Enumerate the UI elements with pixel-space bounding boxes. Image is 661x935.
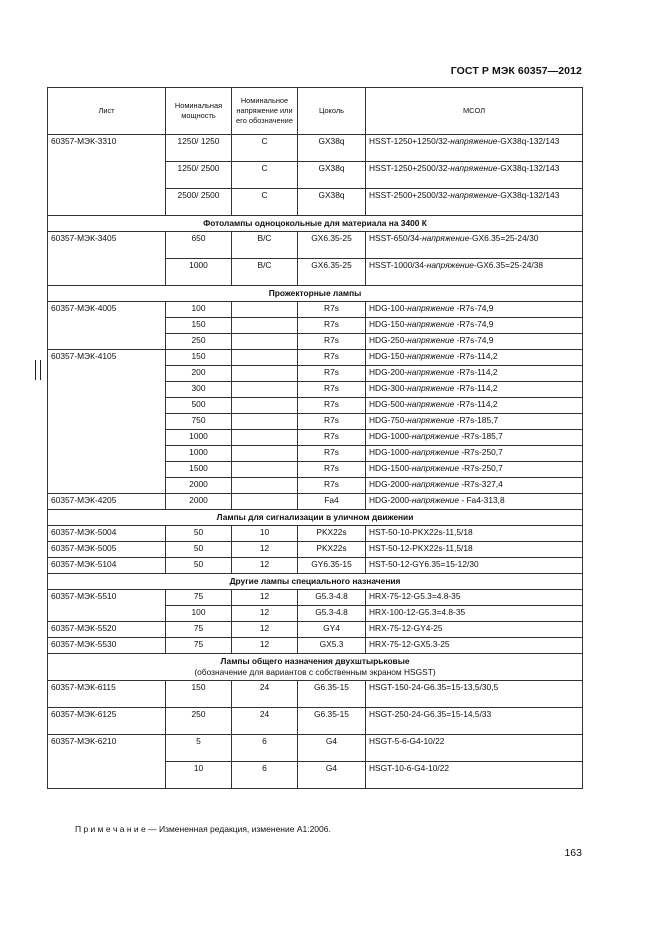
power-cell: 5	[166, 735, 232, 762]
mcol-cell	[366, 302, 583, 318]
mcol-cell	[366, 558, 583, 574]
mcol-cell	[366, 735, 583, 762]
voltage-cell	[232, 446, 298, 462]
base-cell: R7s	[298, 366, 366, 382]
mcol-designation: HDG-200-напряжение -R7s-114,2	[369, 367, 498, 377]
base-cell: R7s	[298, 318, 366, 334]
voltage-cell	[232, 398, 298, 414]
mcol-cell	[366, 681, 583, 708]
sheet-cell: 60357-МЭК-5520	[48, 622, 166, 638]
power-cell: 50	[166, 542, 232, 558]
table-row	[48, 708, 583, 735]
voltage-cell: C	[232, 162, 298, 189]
sheet-cell: 60357-МЭК-3310	[48, 135, 166, 216]
mcol-designation: HDG-2000-напряжение -R7s-327,4	[369, 479, 503, 489]
footnote: П р и м е ч а н и е — Измененная редакция, изменение A1:2006.	[75, 824, 331, 834]
voltage-cell: 12	[232, 590, 298, 606]
base-cell: R7s	[298, 382, 366, 398]
power-cell: 75	[166, 622, 232, 638]
mcol-designation: HDG-150-напряжение -R7s-114,2	[369, 351, 498, 361]
col-header-base: Цоколь	[298, 88, 366, 135]
mcol-designation: HST-50-10-PKX22s-11,5/18	[369, 527, 473, 537]
power-cell: 1000	[166, 446, 232, 462]
voltage-cell: 6	[232, 735, 298, 762]
voltage-cell	[232, 302, 298, 318]
power-cell: 1250/ 2500	[166, 162, 232, 189]
mcol-designation: HDG-1000-напряжение -R7s-250,7	[369, 447, 503, 457]
section-title-text: Прожекторные лампы	[268, 288, 362, 298]
base-cell: PKX22s	[298, 526, 366, 542]
sheet-cell: 60357-МЭК-4205	[48, 494, 166, 510]
mcol-cell	[366, 350, 583, 366]
voltage-cell	[232, 366, 298, 382]
revision-marker	[35, 360, 41, 380]
col-header-mcol: MCOЛ	[366, 88, 583, 135]
section-title-text: Лампы общего назначения двухштырьковые	[220, 656, 410, 666]
power-cell: 10	[166, 762, 232, 789]
power-cell: 150	[166, 681, 232, 708]
voltage-cell	[232, 318, 298, 334]
power-cell: 300	[166, 382, 232, 398]
voltage-cell: B/C	[232, 232, 298, 259]
mcol-cell	[366, 708, 583, 735]
mcol-designation: HSST-1250+2500/32-напряжение-GX38q-132/143	[369, 163, 560, 173]
section-title	[48, 216, 583, 232]
voltage-cell: 12	[232, 638, 298, 654]
table-row	[48, 526, 583, 542]
table-row	[48, 135, 583, 162]
mcol-designation: HDG-250-напряжение -R7s-74,9	[369, 335, 494, 345]
base-cell: GY6.35-15	[298, 558, 366, 574]
base-cell: R7s	[298, 350, 366, 366]
mcol-designation: HRX-75-12-G5.3=4.8-35	[369, 591, 461, 601]
base-cell: GX6.35-25	[298, 232, 366, 259]
power-cell: 150	[166, 350, 232, 366]
base-cell: R7s	[298, 334, 366, 350]
voltage-cell: 12	[232, 606, 298, 622]
mcol-designation: HDG-300-напряжение -R7s-114,2	[369, 383, 498, 393]
section-header-row	[48, 510, 583, 526]
mcol-cell	[366, 494, 583, 510]
mcol-designation: HST-50-12-PKX22s-11,5/18	[369, 543, 473, 553]
mcol-cell	[366, 622, 583, 638]
base-cell: PKX22s	[298, 542, 366, 558]
voltage-cell: 10	[232, 526, 298, 542]
table-row	[48, 350, 583, 366]
power-cell: 1000	[166, 430, 232, 446]
power-cell: 2500/ 2500	[166, 189, 232, 216]
power-cell: 750	[166, 414, 232, 430]
power-cell: 2000	[166, 494, 232, 510]
table-row	[48, 302, 583, 318]
power-cell: 250	[166, 334, 232, 350]
mcol-designation: HSST-1000/34-напряжение-GX6.35=25-24/38	[369, 260, 544, 270]
col-header-voltage: Номинальное напряжение или его обозначение	[232, 88, 298, 135]
mcol-designation: HDG-1000-напряжение -R7s-185,7	[369, 431, 503, 441]
mcol-cell	[366, 446, 583, 462]
section-header-row	[48, 654, 583, 681]
section-header-row	[48, 286, 583, 302]
power-cell: 1500	[166, 462, 232, 478]
voltage-cell: 6	[232, 762, 298, 789]
mcol-designation: HDG-500-напряжение -R7s-114,2	[369, 399, 498, 409]
mcol-designation: HSST-650/34-напряжение-GX6.35=25-24/30	[369, 233, 539, 243]
section-title-text: Лампы для сигнализации в уличном движении	[216, 512, 414, 522]
base-cell: R7s	[298, 430, 366, 446]
mcol-cell	[366, 232, 583, 259]
sheet-cell: 60357-МЭК-6115	[48, 681, 166, 708]
base-cell: R7s	[298, 302, 366, 318]
base-cell: G5.3-4.8	[298, 606, 366, 622]
mcol-designation: HRX-75-12-GY4-25	[369, 623, 443, 633]
mcol-cell	[366, 334, 583, 350]
table-row	[48, 590, 583, 606]
power-cell: 650	[166, 232, 232, 259]
mcol-designation: HSST-2500+2500/32-напряжение-GX38q-132/143	[369, 190, 560, 200]
table-row	[48, 232, 583, 259]
section-header-row	[48, 574, 583, 590]
mcol-cell	[366, 318, 583, 334]
mcol-designation: HSGT-250-24-G6.35=15-14,5/33	[369, 709, 492, 719]
power-cell: 75	[166, 590, 232, 606]
mcol-designation: HSST-1250+1250/32-напряжение-GX38q-132/143	[369, 136, 560, 146]
voltage-cell	[232, 382, 298, 398]
table-row	[48, 638, 583, 654]
table-header-row	[48, 88, 583, 135]
table-row	[48, 681, 583, 708]
mcol-designation: HDG-100-напряжение -R7s-74,9	[369, 303, 494, 313]
voltage-cell	[232, 494, 298, 510]
power-cell: 250	[166, 708, 232, 735]
table-row	[48, 542, 583, 558]
section-header-row	[48, 216, 583, 232]
mcol-cell	[366, 382, 583, 398]
base-cell: GX38q	[298, 135, 366, 162]
table-row	[48, 558, 583, 574]
voltage-cell: 12	[232, 558, 298, 574]
mcol-cell	[366, 606, 583, 622]
base-cell: GX6.35-25	[298, 259, 366, 286]
sheet-cell: 60357-МЭК-4105	[48, 350, 166, 494]
section-title-text: Фотолампы одноцокольные для материала на 3400 К	[203, 218, 427, 228]
base-cell: R7s	[298, 462, 366, 478]
voltage-cell: B/C	[232, 259, 298, 286]
base-cell: R7s	[298, 478, 366, 494]
power-cell: 100	[166, 302, 232, 318]
mcol-cell	[366, 259, 583, 286]
mcol-designation: HDG-1500-напряжение -R7s-250,7	[369, 463, 503, 473]
mcol-designation: HSGT-5-6-G4-10/22	[369, 736, 445, 746]
mcol-cell	[366, 162, 583, 189]
mcol-cell	[366, 590, 583, 606]
mcol-cell	[366, 414, 583, 430]
voltage-cell	[232, 430, 298, 446]
power-cell: 150	[166, 318, 232, 334]
base-cell: GX5.3	[298, 638, 366, 654]
voltage-cell	[232, 334, 298, 350]
sheet-cell: 60357-МЭК-5004	[48, 526, 166, 542]
document-id: ГОСТ Р МЭК 60357—2012	[450, 65, 582, 77]
sheet-cell: 60357-МЭК-3405	[48, 232, 166, 286]
section-title-text: Другие лампы специального назначения	[229, 576, 401, 586]
power-cell: 1250/ 1250	[166, 135, 232, 162]
mcol-cell	[366, 189, 583, 216]
sheet-cell: 60357-МЭК-5005	[48, 542, 166, 558]
mcol-designation: HDG-150-напряжение -R7s-74,9	[369, 319, 494, 329]
col-header-power: Номинальная мощность	[166, 88, 232, 135]
power-cell: 200	[166, 366, 232, 382]
sheet-cell: 60357-МЭК-5530	[48, 638, 166, 654]
power-cell: 50	[166, 526, 232, 542]
base-cell: G6.35-15	[298, 681, 366, 708]
base-cell: G6.35-15	[298, 708, 366, 735]
sheet-cell: 60357-МЭК-6210	[48, 735, 166, 789]
mcol-designation: HSGT-10-6-G4-10/22	[369, 763, 450, 773]
sheet-cell: 60357-МЭК-5510	[48, 590, 166, 622]
mcol-cell	[366, 526, 583, 542]
mcol-cell	[366, 478, 583, 494]
sheet-cell: 60357-МЭК-4005	[48, 302, 166, 350]
mcol-designation: HSGT-150-24-G6.35=15-13,5/30,5	[369, 682, 499, 692]
section-title	[48, 654, 583, 681]
base-cell: GX38q	[298, 189, 366, 216]
voltage-cell	[232, 414, 298, 430]
table-body	[48, 135, 583, 789]
base-cell: G4	[298, 735, 366, 762]
base-cell: GX38q	[298, 162, 366, 189]
mcol-designation: HRX-75-12-GX5.3-25	[369, 639, 450, 649]
table-row	[48, 494, 583, 510]
voltage-cell	[232, 478, 298, 494]
voltage-cell: 24	[232, 681, 298, 708]
section-title	[48, 286, 583, 302]
base-cell: Fa4	[298, 494, 366, 510]
mcol-cell	[366, 638, 583, 654]
base-cell: R7s	[298, 398, 366, 414]
power-cell: 75	[166, 638, 232, 654]
section-subtitle: (обозначение для вариантов с собственным экраном HSGST)	[194, 667, 436, 677]
mcol-cell	[366, 542, 583, 558]
voltage-cell: C	[232, 189, 298, 216]
base-cell: R7s	[298, 414, 366, 430]
lamp-spec-table	[47, 87, 583, 789]
mcol-cell	[366, 762, 583, 789]
col-header-sheet: Лист	[48, 88, 166, 135]
mcol-designation: HDG-2000-напряжение - Fa4-313,8	[369, 495, 505, 505]
mcol-cell	[366, 398, 583, 414]
voltage-cell	[232, 350, 298, 366]
power-cell: 500	[166, 398, 232, 414]
mcol-cell	[366, 135, 583, 162]
voltage-cell: 12	[232, 542, 298, 558]
table-row	[48, 622, 583, 638]
base-cell: GY4	[298, 622, 366, 638]
table-row	[48, 735, 583, 762]
mcol-designation: HDG-750-напряжение -R7s-185,7	[369, 415, 499, 425]
power-cell: 100	[166, 606, 232, 622]
section-title	[48, 510, 583, 526]
base-cell: G5.3-4.8	[298, 590, 366, 606]
section-title	[48, 574, 583, 590]
mcol-cell	[366, 366, 583, 382]
base-cell: G4	[298, 762, 366, 789]
base-cell: R7s	[298, 446, 366, 462]
voltage-cell: C	[232, 135, 298, 162]
page-number: 163	[564, 847, 582, 859]
voltage-cell: 12	[232, 622, 298, 638]
power-cell: 1000	[166, 259, 232, 286]
power-cell: 50	[166, 558, 232, 574]
mcol-designation: HST-50-12-GY6.35=15-12/30	[369, 559, 479, 569]
mcol-cell	[366, 430, 583, 446]
mcol-cell	[366, 462, 583, 478]
power-cell: 2000	[166, 478, 232, 494]
mcol-designation: HRX-100-12-G5.3=4.8-35	[369, 607, 466, 617]
sheet-cell: 60357-МЭК-5104	[48, 558, 166, 574]
voltage-cell	[232, 462, 298, 478]
voltage-cell: 24	[232, 708, 298, 735]
sheet-cell: 60357-МЭК-6125	[48, 708, 166, 735]
